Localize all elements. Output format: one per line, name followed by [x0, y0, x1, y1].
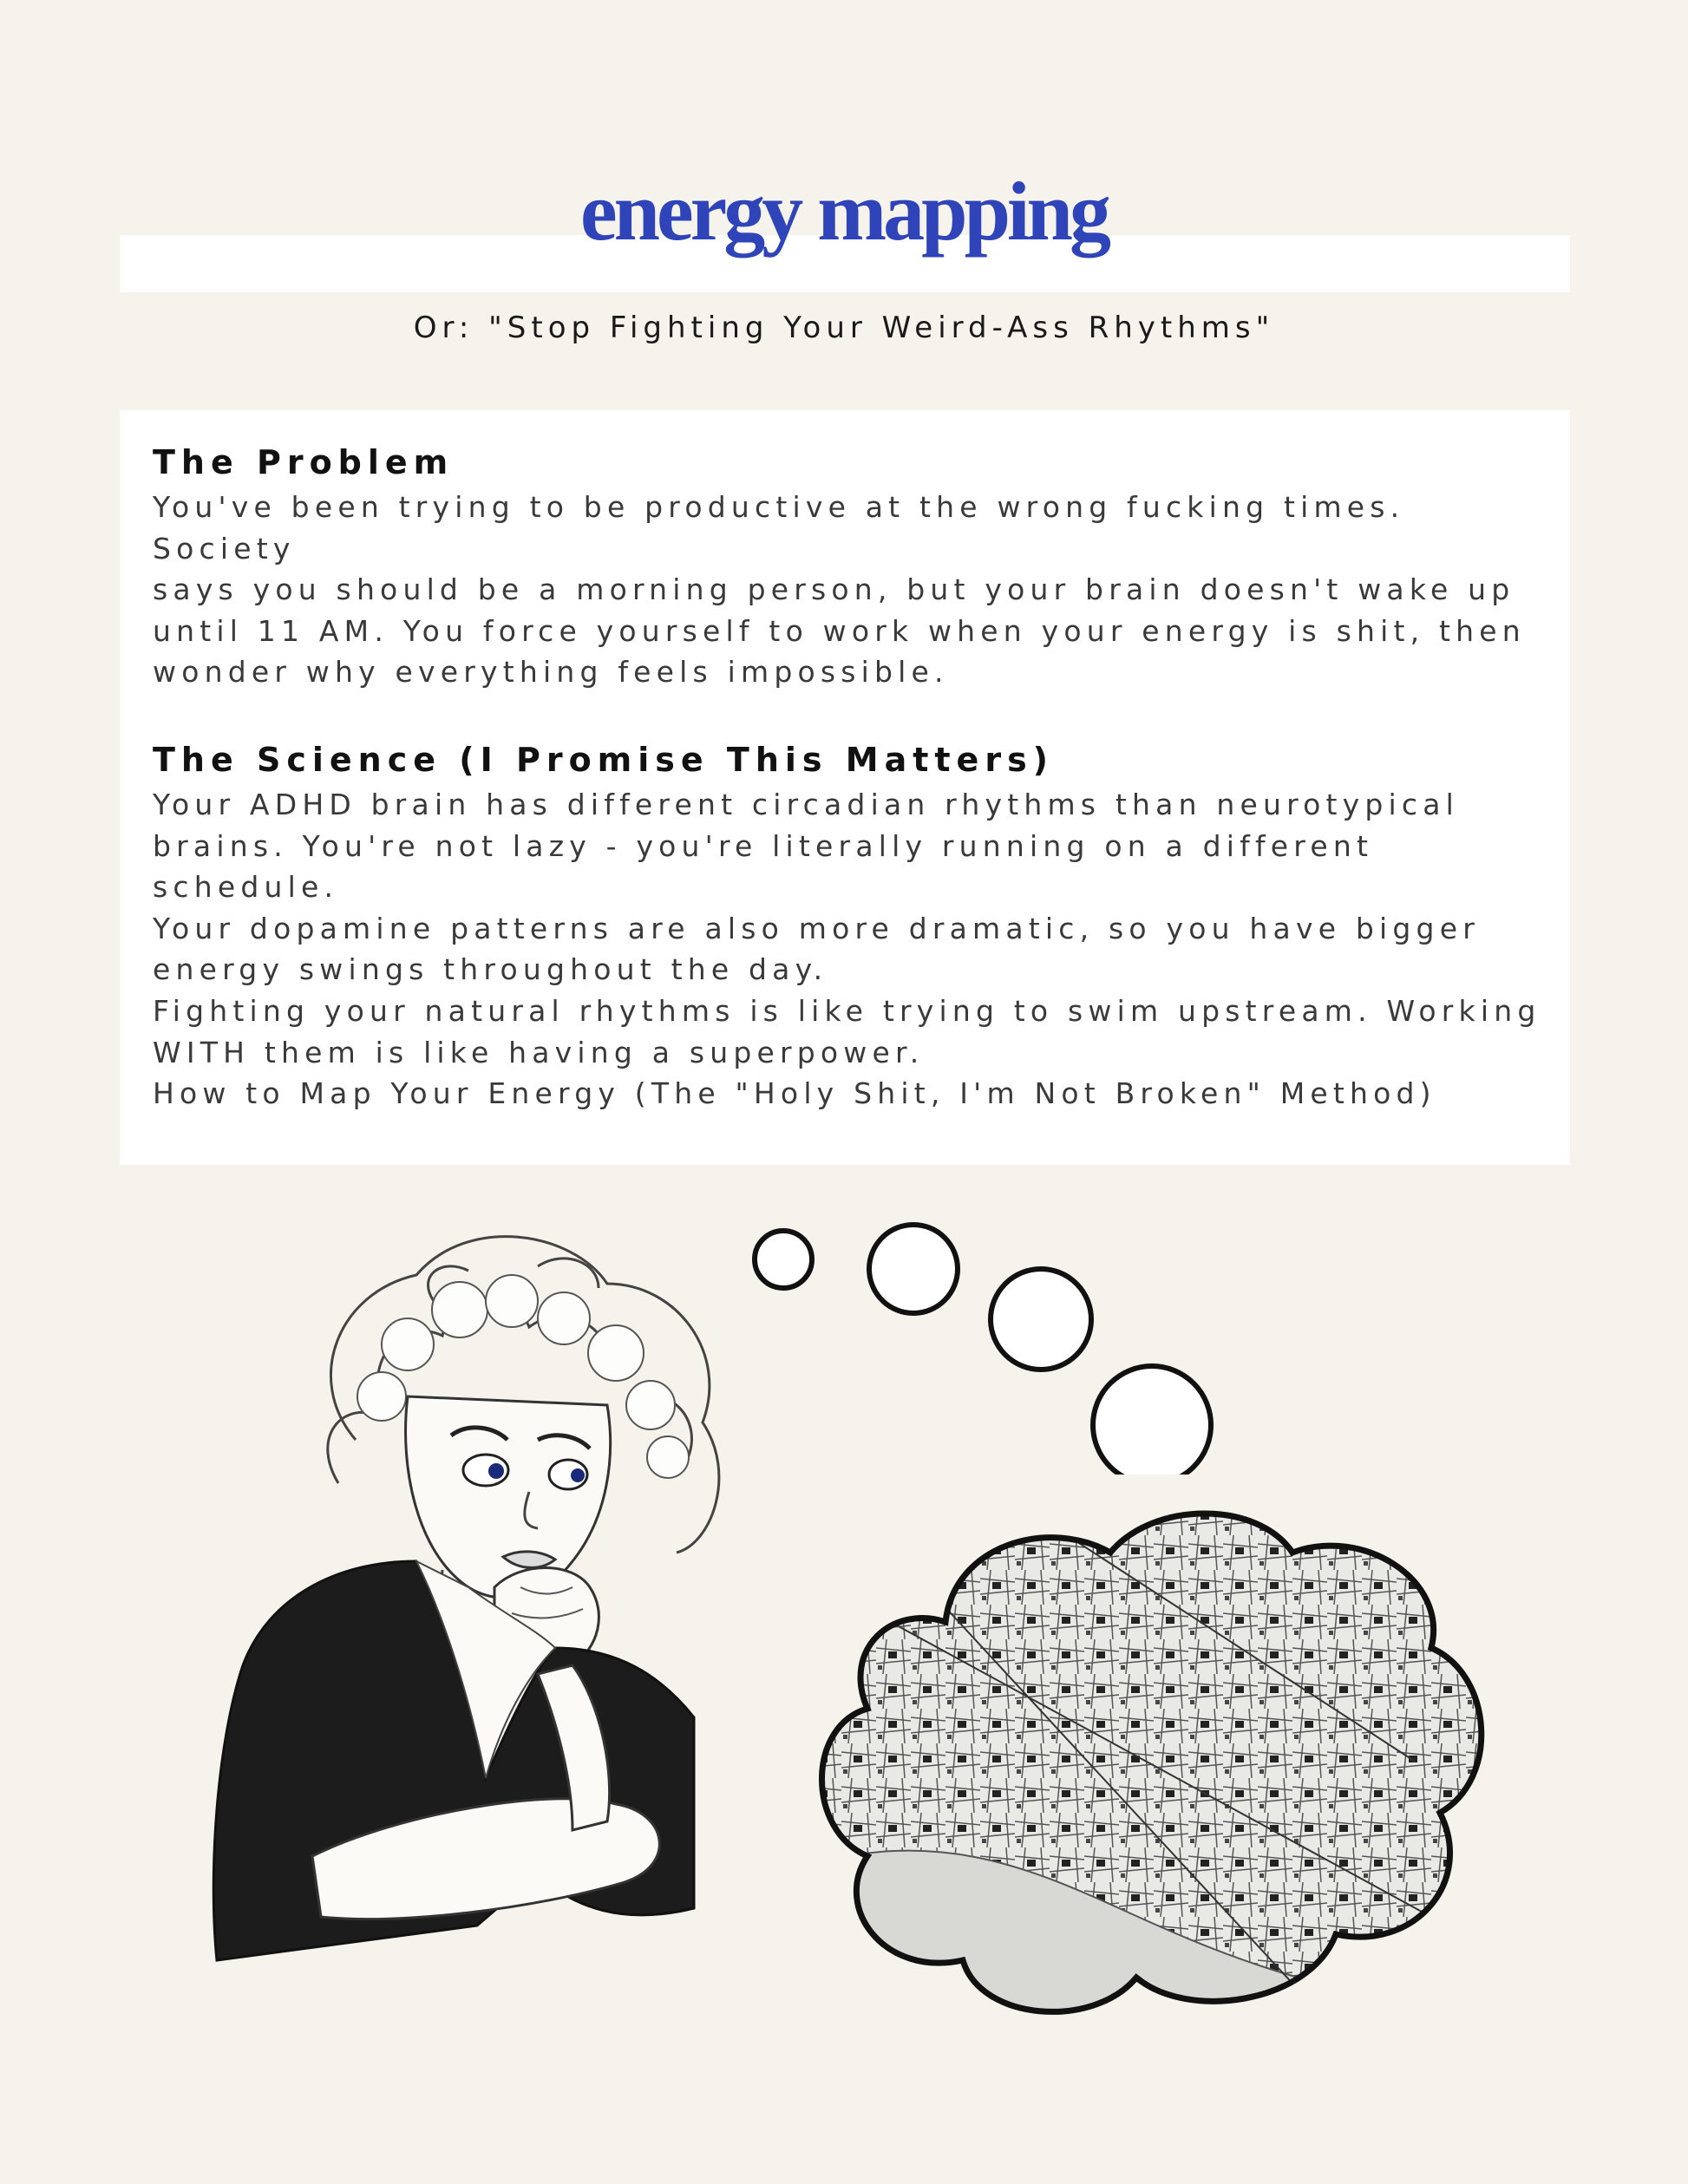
thought-bubble-dots: [746, 1214, 1232, 1475]
section-heading-science: The Science (I Promise This Matters): [153, 741, 1055, 779]
section-body-science-2: Fighting your natural rhythms is like trying to swim upstream. Working WITH them is like having a superpower. How to Map Your Energy (The "Holy Shit, I'm Not Broken" Method): [153, 994, 1541, 1110]
map-thought-cloud: [807, 1501, 1492, 2038]
page-subtitle: Or: "Stop Fighting Your Weird-Ass Rhythms": [413, 311, 1275, 345]
page-title: energy mapping: [579, 165, 1109, 258]
pensive-woman-illustration: [208, 1180, 781, 2012]
section-heading-problem: The Problem: [153, 443, 455, 481]
section-body-science: Your ADHD brain has different circadian rhythms than neurotypical brains. You're not lazy - you're literally running on a different schedule. Your dopamine patterns are also more dramatic, so you have bigger energy swings throughout the day.: [153, 788, 1480, 986]
content-card: [120, 410, 1570, 1165]
section-body-problem: You've been trying to be productive at the wrong fucking times. Society says you should be a morning person, but your brain doesn't wake up until 11 AM. You force yourself to work when your energy is shit, then wonder why everything feels impossible.: [153, 490, 1526, 689]
